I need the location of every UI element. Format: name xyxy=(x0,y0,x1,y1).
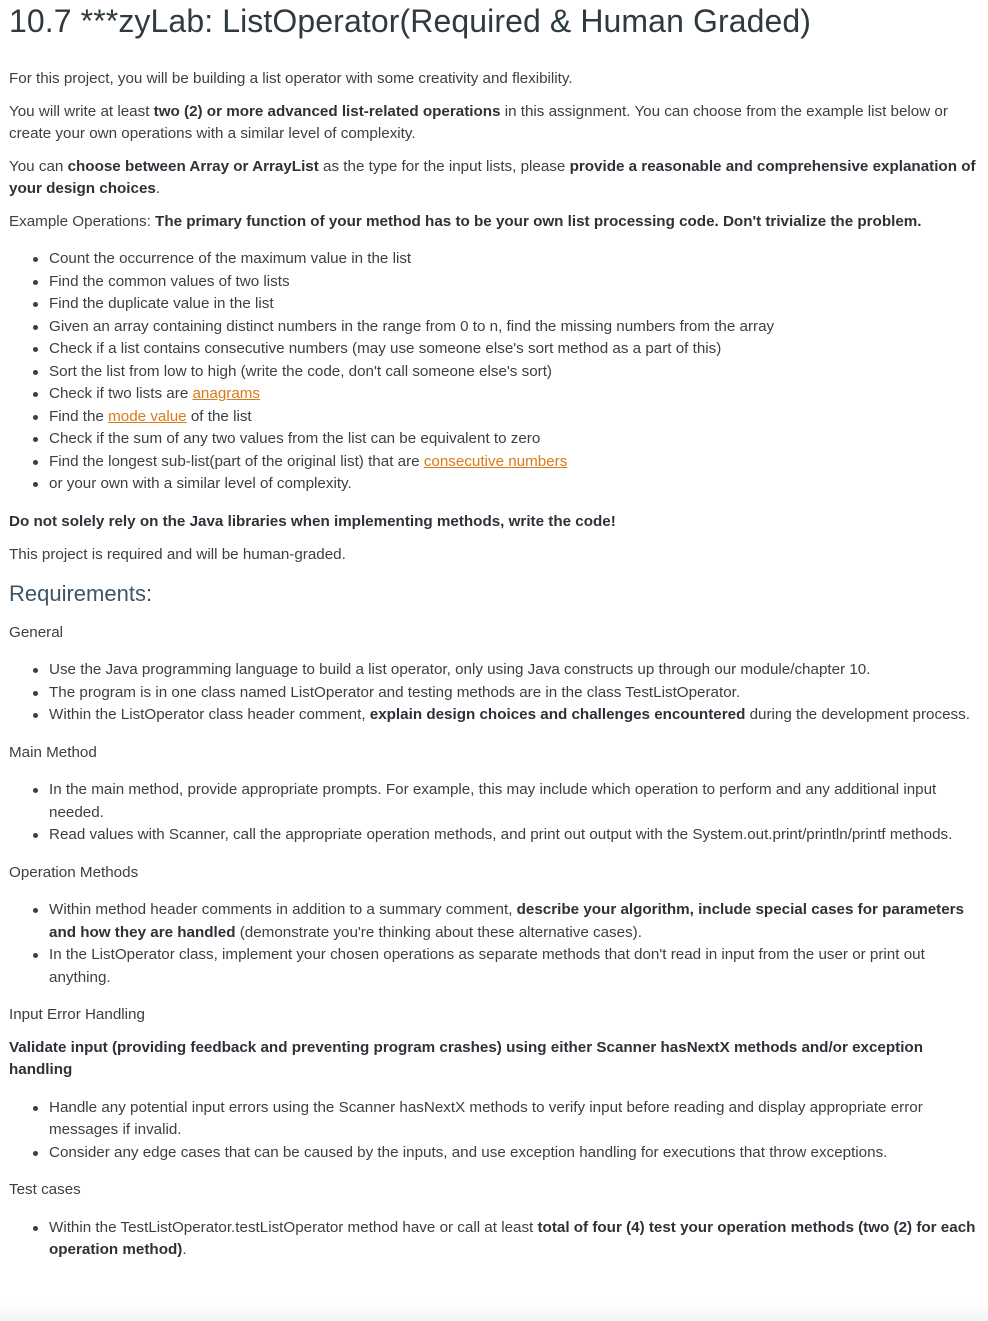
intro-paragraph: For this project, you will be building a list operator with some creativity and flexibility. xyxy=(9,70,573,87)
main-method-label: Main Method xyxy=(9,743,97,761)
operation-methods-list xyxy=(9,899,978,989)
example-operations-list xyxy=(9,248,978,496)
consecutive-numbers-link[interactable]: consecutive numbers xyxy=(423,452,568,470)
requirements-heading: Requirements: xyxy=(9,580,153,606)
list-item: Check if two lists are anagrams xyxy=(49,383,978,406)
example-operations-paragraph: Example Operations: The primary function of your method has to be your own list processing code. Don't trivialize the problem. xyxy=(9,212,922,230)
list-item: Within the ListOperator class header comment, explain design choices and challenges encountered during the development process. xyxy=(49,704,978,727)
list-item: Check if a list contains consecutive numbers (may use someone else's sort method as a part of this) xyxy=(49,338,978,361)
list-item: Given an array containing distinct numbers in the range from 0 to n, find the missing numbers from the array xyxy=(49,316,978,339)
general-list xyxy=(9,659,978,727)
list-item: Consider any edge cases that can be caused by the inputs, and use exception handling for executions that throw exceptions. xyxy=(49,1142,978,1165)
list-item: Find the common values of two lists xyxy=(49,271,978,294)
list-item: Use the Java programming language to build a list operator, only using Java constructs up through our module/chapter 10. xyxy=(49,659,978,682)
input-error-list xyxy=(9,1097,978,1165)
list-item: Within method header comments in addition to a summary comment, describe your algorithm, include special cases for parameters and how they are handled (demonstrate you're thinking about these alternative cases). xyxy=(49,899,978,944)
list-item: Find the longest sub-list(part of the original list) that are consecutive numbers xyxy=(49,451,978,474)
input-error-label: Input Error Handling xyxy=(9,1006,145,1023)
list-item: In the ListOperator class, implement your chosen operations as separate methods that don't read in input from the user or print out anything. xyxy=(49,944,978,989)
general-label: General xyxy=(9,623,64,641)
list-item: Check if the sum of any two values from the list can be equivalent to zero xyxy=(49,428,978,451)
list-item: Sort the list from low to high (write the code, don't call someone else's sort) xyxy=(49,361,978,384)
operation-methods-label: Operation Methods xyxy=(9,863,139,881)
anagrams-link[interactable]: anagrams xyxy=(192,385,261,402)
list-item: Count the occurrence of the maximum value in the list xyxy=(49,248,978,271)
design-choice-paragraph: You can choose between Array or ArrayList as the type for the input lists, please provide a reasonable and comprehensive explanation of your design choices. xyxy=(9,157,976,197)
bottom-fade xyxy=(0,1303,988,1321)
test-cases-label: Test cases xyxy=(9,1181,81,1198)
test-cases-list xyxy=(9,1217,978,1262)
list-item: The program is in one class named ListOperator and testing methods are in the class TestListOperator. xyxy=(49,682,978,705)
java-libraries-warning: Do not solely rely on the Java libraries when implementing methods, write the code! xyxy=(9,512,616,530)
list-item: Within the TestListOperator.testListOperator method have or call at least total of four (4) test your operation methods (two (2) for each operation method). xyxy=(49,1217,978,1262)
required-note: This project is required and will be human-graded. xyxy=(9,546,346,563)
list-item: Find the duplicate value in the list xyxy=(49,293,978,316)
page-title: 10.7 ***zyLab: ListOperator(Required & Human Graded) xyxy=(9,3,812,39)
validate-input-paragraph: Validate input (providing feedback and preventing program crashes) using either Scanner hasNextX methods and/or exception handling xyxy=(9,1038,923,1078)
list-item: Handle any potential input errors using the Scanner hasNextX methods to verify input before reading and display appropriate error messages if invalid. xyxy=(49,1097,978,1142)
mode-value-link[interactable]: mode value xyxy=(108,407,187,425)
list-item: or your own with a similar level of complexity. xyxy=(49,473,978,496)
lab-page xyxy=(0,1,988,1262)
list-item: In the main method, provide appropriate prompts. For example, this may include which operation to perform and any additional input needed. xyxy=(49,779,978,824)
operations-paragraph: You will write at least two (2) or more advanced list-related operations in this assignment. You can choose from the example list below or create your own operations with a similar level of complexity. xyxy=(9,102,948,142)
list-item: Find the mode value of the list xyxy=(49,406,978,429)
list-item: Read values with Scanner, call the appropriate operation methods, and print out output with the System.out.print/println/printf methods. xyxy=(49,824,978,847)
main-method-list xyxy=(9,779,978,847)
